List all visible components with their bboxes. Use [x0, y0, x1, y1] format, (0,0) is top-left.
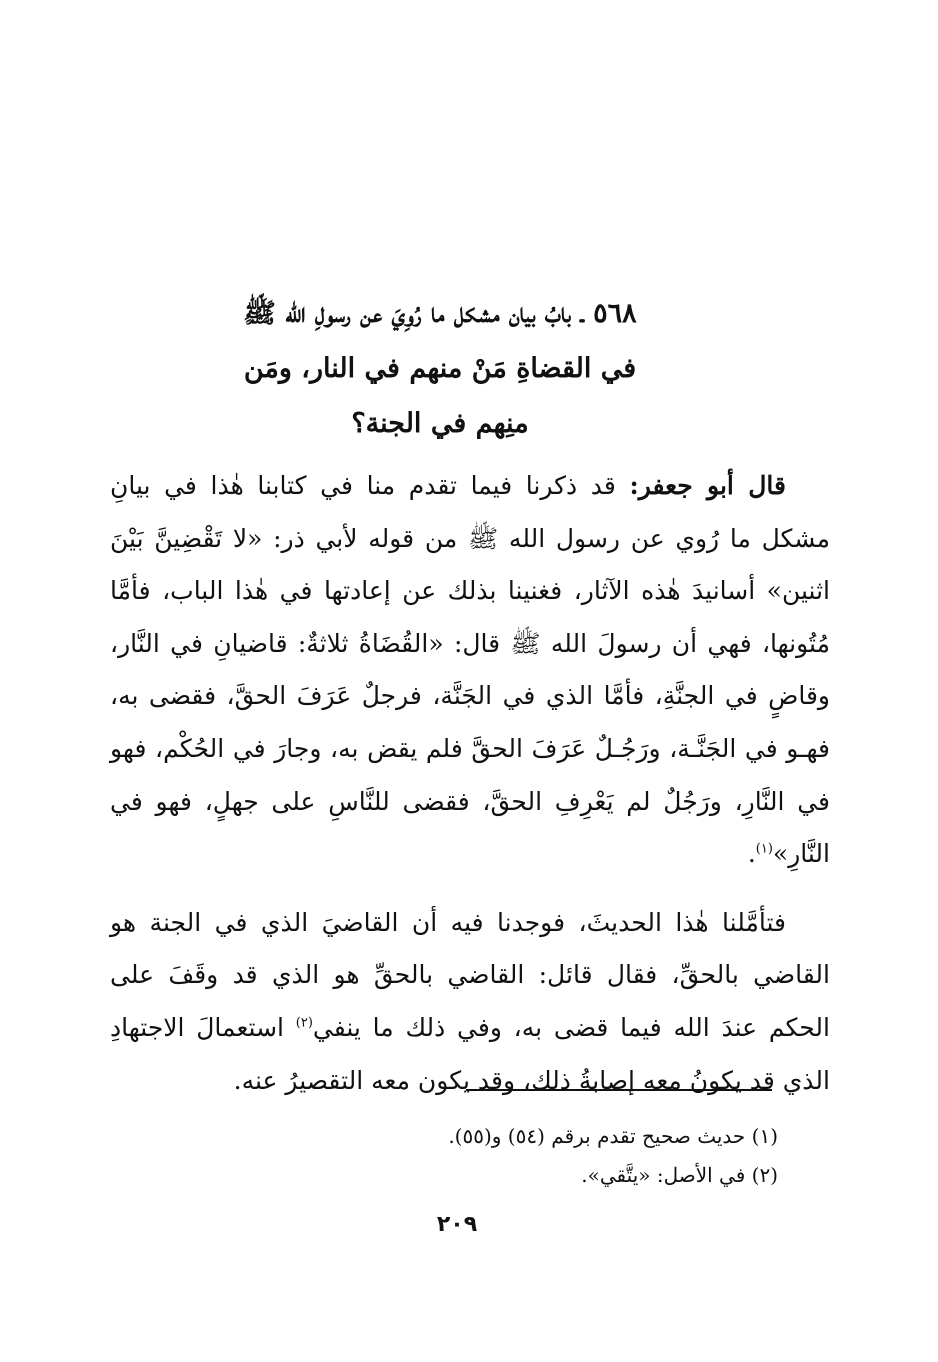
chapter-heading-line-2: في القضاةِ مَنْ منهم في النار، ومَن: [243, 353, 637, 384]
footnote-2: (٢) في الأصل: «يتَّقي».: [581, 1163, 778, 1187]
footnote-ref-1: (١): [755, 841, 773, 857]
paragraph-2-text-b: استعمالَ الاجتهادِ الذي قد يكونُ معه إصابةُ ذلك، وقد يكون معه التقصيرُ عنه.: [110, 1012, 830, 1095]
paragraph-2-text-a: فتأمَّلنا هٰذا الحديثَ، فوجدنا فيه أن القاضيَ الذي في الجنة هو القاضي بالحقِّ، فقال قائل: القاضي بالحقِّ هو الذي قد وقَفَ على الحكم عندَ الله فيما قضى به، وفي ذلك ما ينفي: [110, 907, 830, 1042]
footnote-1: (١) حديث صحيح تقدم برقم (٥٤) و(٥٥).: [448, 1124, 778, 1148]
chapter-heading: [110, 286, 770, 451]
paragraph-1-text: قد ذكرنا فيما تقدم منا في كتابنا هٰذا في بيانِ مشكل ما رُوي عن رسول الله ﷺ من قوله لأبي ذر: «لا تَقْضِينَّ بَيْنَ اثنين» أسانيدَ هٰذه الآثار، فغنينا بذلك عن إعادتها في هٰذا الباب، فأمَّا مُتُونها، فهي أن رسولَ الله ﷺ قال: «القُضَاةُ ثلاثةٌ: قاضيانِ في النَّار، وقاضٍ في الجنَّةِ، فأمَّا الذي في الجَنَّة، فرجلٌ عَرَفَ الحقَّ، فقضى به، فهـو في الجَنَّـة، ورَجُـلٌ عَرَفَ الحقَّ فلم يقض به، وجارَ في الحُكْم، فهو في النَّارِ، ورَجُلٌ لم يَعْرِفِ الحقَّ، فقضى للنَّاسِ على جهلٍ، فهو في النَّارِ»: [110, 471, 830, 869]
footnote-divider: [466, 1089, 772, 1091]
body-text: [110, 460, 830, 1107]
paragraph-1-lead: قال أبو جعفر:: [629, 471, 786, 500]
paragraph-1: [110, 460, 830, 881]
chapter-heading-line-1: ٥٦٨ ـ بابُ بيان مشكل ما رُوِيَ عن رسولِ الله ﷺ: [243, 298, 637, 329]
chapter-heading-line-3: منِهم في الجنة؟: [351, 408, 529, 439]
footnotes: [300, 1117, 778, 1195]
page-number: ٢٠٩: [436, 1212, 478, 1237]
footnote-ref-2: (٢): [295, 1015, 313, 1031]
paragraph-2: [110, 897, 830, 1107]
paragraph-1-end: .: [747, 839, 756, 869]
